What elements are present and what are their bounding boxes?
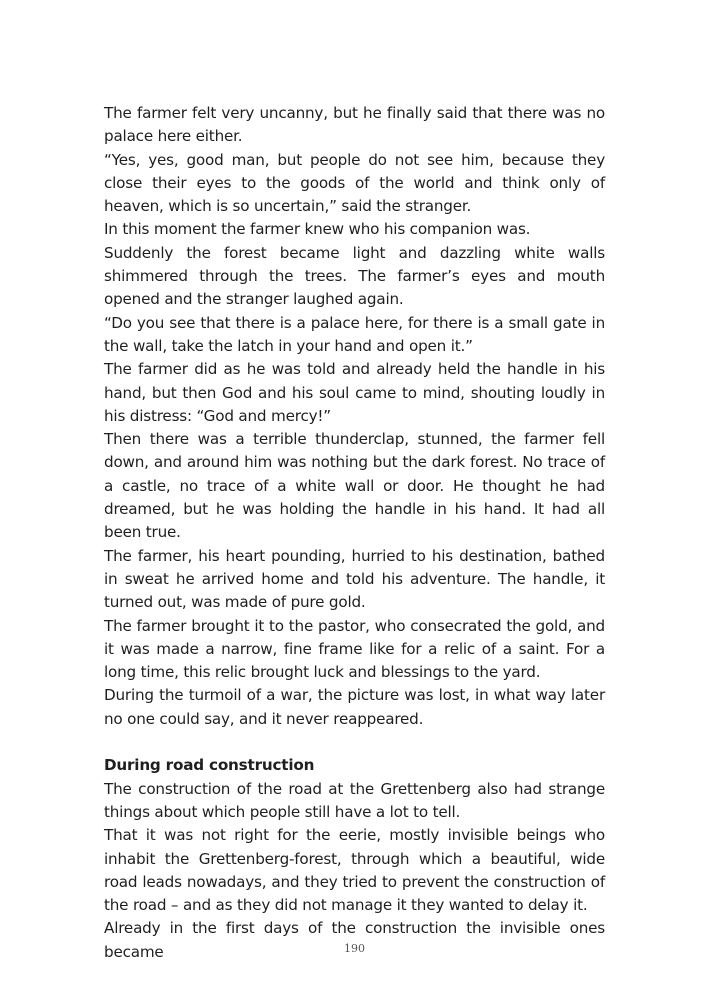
- paragraph: Already in the first days of the construction the invisible ones became: [104, 919, 605, 961]
- section-heading: During road construction: [104, 756, 315, 775]
- paragraph: The construction of the road at the Grettenberg also had strange things about which people still have a lot to tell.: [104, 779, 605, 821]
- paragraph: Then there was a terrible thunderclap, stunned, the farmer fell down, and around him was nothing but the dark forest. No trace of a castle, no trace of a white wall or door. He thought he had dreamed, but he was holding the handle in his hand. It had all been true.: [104, 430, 605, 542]
- page-number: 190: [344, 942, 365, 955]
- paragraph: The farmer did as he was told and already held the handle in his hand, but then God and his soul came to mind, shouting loudly in his distress: “God and mercy!”: [104, 360, 605, 425]
- paragraph: The farmer felt very uncanny, but he finally said that there was no palace here either.: [104, 104, 605, 146]
- paragraph: During the turmoil of a war, the picture was lost, in what way later no one could say, and it never reappeared.: [104, 686, 605, 728]
- paragraph: The farmer, his heart pounding, hurried to his destination, bathed in sweat he arrived home and told his adventure. The handle, it turned out, was made of pure gold.: [104, 546, 605, 612]
- paragraph: The farmer brought it to the pastor, who consecrated the gold, and it was made a narrow, fine frame like for a relic of a saint. For a long time, this relic brought luck and blessings to the yard.: [104, 616, 605, 682]
- paragraph: “Do you see that there is a palace here, for there is a small gate in the wall, take the latch in your hand and open it.”: [104, 313, 605, 355]
- paragraph: That it was not right for the eerie, mostly invisible beings who inhabit the Grettenberg-forest, through which a beautiful, wide road leads nowadays, and they tried to prevent the construction of the road – and as they did not manage it they wanted to delay it.: [104, 826, 605, 915]
- paragraph: In this moment the farmer knew who his companion was.: [104, 220, 531, 239]
- page-body-text: [104, 102, 605, 964]
- section-spacer: [104, 731, 605, 754]
- paragraph: “Yes, yes, good man, but people do not see him, because they close their eyes to the goods of the world and think only of heaven, which is so uncertain,” said the stranger.: [104, 150, 605, 216]
- paragraph: Suddenly the forest became light and dazzling white walls shimmered through the trees. The farmer’s eyes and mouth opened and the stranger laughed again.: [104, 243, 605, 309]
